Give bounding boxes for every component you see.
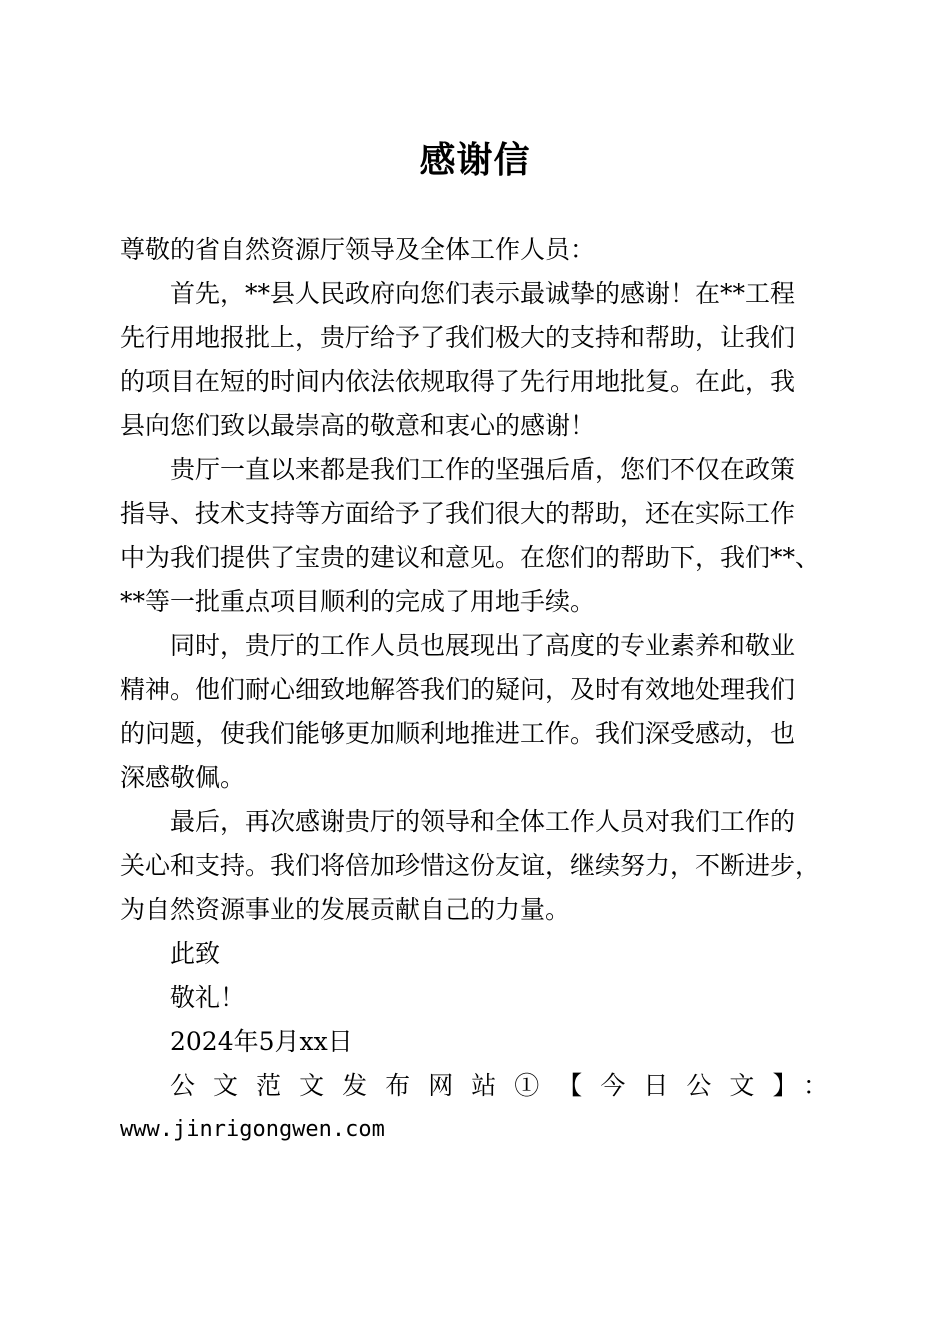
paragraph-line: 中为我们提供了宝贵的建议和意见。在您们的帮助下，我们**、 xyxy=(120,543,821,572)
paragraph-2 xyxy=(120,448,828,624)
paragraph-line: 同时，贵厅的工作人员也展现出了高度的专业素养和敬业 xyxy=(170,631,796,660)
paragraph-line: 先行用地报批上，贵厅给予了我们极大的支持和帮助，让我们 xyxy=(120,323,796,352)
closing-salute: 敬礼！ xyxy=(170,983,246,1012)
paragraph-3 xyxy=(120,624,828,800)
paragraph-line: 深感敬佩。 xyxy=(120,763,246,792)
document-title: 感谢信 xyxy=(419,139,531,181)
document-body xyxy=(120,228,828,1152)
paragraph-line: 的问题，使我们能够更加顺利地推进工作。我们深受感动，也 xyxy=(120,719,796,748)
paragraph-1 xyxy=(120,272,828,448)
paragraph-line: 县向您们致以最崇高的敬意和衷心的感谢！ xyxy=(120,411,596,440)
paragraph-line: **等一批重点项目顺利的完成了用地手续。 xyxy=(120,587,596,616)
salutation: 尊敬的省自然资源厅领导及全体工作人员： xyxy=(120,235,596,264)
closing-greeting: 此致 xyxy=(170,939,221,968)
footer-site-url: www.jinrigongwen.com xyxy=(120,1117,385,1142)
paragraph-line: 精神。他们耐心细致地解答我们的疑问，及时有效地处理我们 xyxy=(120,675,796,704)
paragraph-line: 的项目在短的时间内依法依规取得了先行用地批复。在此，我 xyxy=(120,367,796,396)
paragraph-line: 首先，**县人民政府向您们表示最诚挚的感谢！在**工程 xyxy=(170,279,796,308)
footer-site-label: 公文范文发布网站①【今日公文】： xyxy=(170,1071,828,1100)
paragraph-4 xyxy=(120,800,828,932)
paragraph-line: 最后，再次感谢贵厅的领导和全体工作人员对我们工作的 xyxy=(170,807,796,836)
paragraph-line: 为自然资源事业的发展贡献自己的力量。 xyxy=(120,895,571,924)
paragraph-line: 关心和支持。我们将倍加珍惜这份友谊，继续努力，不断进步， xyxy=(120,851,821,880)
paragraph-line: 指导、技术支持等方面给予了我们很大的帮助，还在实际工作 xyxy=(120,499,796,528)
letter-date: 2024年5月xx日 xyxy=(170,1027,353,1056)
paragraph-line: 贵厅一直以来都是我们工作的坚强后盾，您们不仅在政策 xyxy=(170,455,796,484)
